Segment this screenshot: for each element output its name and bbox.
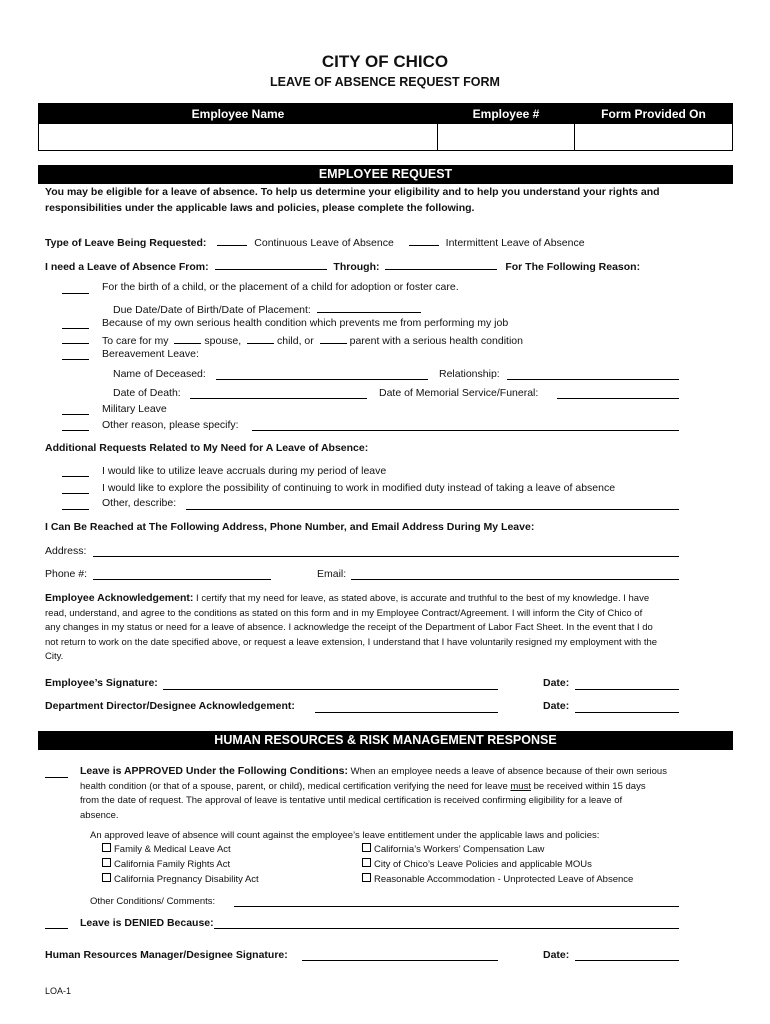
phone-label: Phone #: <box>45 568 88 580</box>
modified-duty-label: I would like to explore the possibility of continuing to work in modified duty instead of taking a leave of absence <box>102 482 616 494</box>
ack-line-4: not return to work on the date specified above, or request a leave extension, I understand that I have voluntarily resigned my employment with the <box>45 636 658 648</box>
relationship-label: Relationship: <box>439 368 500 380</box>
director-date-field[interactable] <box>575 712 679 713</box>
other-reason-label: Other reason, please specify: <box>102 419 239 431</box>
accruals-label: I would like to utilize leave accruals during my period of leave <box>102 465 387 477</box>
through-date-field[interactable] <box>385 258 497 270</box>
employee-number-header: Employee # <box>438 104 575 124</box>
own-health-blank[interactable] <box>62 328 89 329</box>
address-label: Address: <box>45 545 87 557</box>
from-label: I need a Leave of Absence From: <box>45 261 209 273</box>
hr-date-label: Date: <box>543 949 570 961</box>
military-blank[interactable] <box>62 414 89 415</box>
bereavement-label: Bereavement Leave: <box>102 348 199 360</box>
birth-blank[interactable] <box>62 293 89 294</box>
military-label: Military Leave <box>102 403 167 415</box>
employee-date-field[interactable] <box>575 689 679 690</box>
checkbox-icon[interactable] <box>362 858 371 867</box>
checkbox-icon[interactable] <box>102 858 111 867</box>
spouse-blank[interactable] <box>174 332 201 344</box>
approved-label: Leave is APPROVED Under the Following Conditions: <box>80 765 348 777</box>
bereavement-blank[interactable] <box>62 359 89 360</box>
other-reason-field[interactable] <box>252 430 679 431</box>
approved-line-2: health condition (or that of a spouse, parent, or child), medical certification verifying the need for leave <box>80 780 508 792</box>
counts-against-text: An approved leave of absence will count against the employee’s leave entitlement under the applicable laws and policies: <box>90 830 600 841</box>
from-date-field[interactable] <box>215 258 327 270</box>
other-describe-blank[interactable] <box>62 509 89 510</box>
approved-blank[interactable] <box>45 777 68 778</box>
deceased-field[interactable] <box>216 379 428 380</box>
ack-line-5: City. <box>45 651 64 662</box>
employee-request-bar: EMPLOYEE REQUEST <box>38 165 733 184</box>
spouse-label: spouse, <box>204 335 242 347</box>
approved-line-1: When an employee needs a leave of absence because of their own serious <box>347 766 667 777</box>
care-for-row <box>102 332 523 348</box>
continuous-blank[interactable] <box>217 234 247 246</box>
law-reasonable-accommodation[interactable]: Reasonable Accommodation - Unprotected Leave of Absence <box>362 873 633 886</box>
denied-field[interactable] <box>214 928 679 929</box>
additional-requests-label: Additional Requests Related to My Need for A Leave of Absence: <box>45 442 369 454</box>
other-conditions-field[interactable] <box>234 906 679 907</box>
parent-blank[interactable] <box>320 332 347 344</box>
child-blank[interactable] <box>247 332 274 344</box>
phone-field[interactable] <box>93 579 271 580</box>
employee-number-field[interactable] <box>438 124 575 151</box>
hr-response-bar: HUMAN RESOURCES & RISK MANAGEMENT RESPONSE <box>38 731 733 750</box>
acknowledgement-paragraph <box>45 591 745 665</box>
care-for-blank[interactable] <box>62 343 89 344</box>
intermittent-blank[interactable] <box>409 234 439 246</box>
leave-dates-row <box>45 258 640 274</box>
director-signature-label: Department Director/Designee Acknowledgement: <box>45 700 295 712</box>
hr-signature-field[interactable] <box>302 960 498 961</box>
continuous-option: Continuous Leave of Absence <box>254 237 394 249</box>
approved-line-4: absence. <box>80 809 119 821</box>
ack-line-1: I certify that my need for leave, as stated above, is accurate and truthful to the best of my knowledge. I have <box>193 593 650 604</box>
email-field[interactable] <box>351 579 679 580</box>
leave-type-row <box>45 234 585 250</box>
memorial-label: Date of Memorial Service/Funeral: <box>379 387 539 399</box>
parent-label: parent with a serious health condition <box>349 335 523 347</box>
hr-signature-label: Human Resources Manager/Designee Signature: <box>45 949 288 961</box>
employee-signature-field[interactable] <box>163 689 498 690</box>
ack-line-3: any changes in my status or need for a leave of absence. I acknowledge the receipt of the Department of Labor Fact Sheet. In the event that I do <box>45 622 653 633</box>
intro-line-2: responsibilities under the applicable laws and policies, please complete the following. <box>45 202 475 214</box>
child-label: child, or <box>277 335 314 347</box>
law-pdl[interactable]: California Pregnancy Disability Act <box>102 873 259 886</box>
due-date-row <box>113 301 421 317</box>
reason-birth: For the birth of a child, or the placement of a child for adoption or foster care. <box>102 281 459 293</box>
reach-label: I Can Be Reached at The Following Address, Phone Number, and Email Address During My Leave: <box>45 521 535 533</box>
reason-label: For The Following Reason: <box>505 261 641 273</box>
relationship-field[interactable] <box>507 379 679 380</box>
date-death-label: Date of Death: <box>113 387 181 399</box>
employee-signature-label: Employee’s Signature: <box>45 677 158 689</box>
other-describe-label: Other, describe: <box>102 497 177 509</box>
modified-duty-blank[interactable] <box>62 493 89 494</box>
intro-line-1: You may be eligible for a leave of absence. To help us determine your eligibility and to help you understand your rights and <box>45 186 660 198</box>
law-city-policies[interactable]: City of Chico’s Leave Policies and applicable MOUs <box>362 858 592 871</box>
date-death-field[interactable] <box>190 398 367 399</box>
approved-paragraph <box>80 764 740 823</box>
employee-date-label: Date: <box>543 677 570 689</box>
reason-own-health: Because of my own serious health condition which prevents me from performing my job <box>102 317 509 329</box>
address-field[interactable] <box>93 556 679 557</box>
care-for-label: To care for my <box>102 335 169 347</box>
checkbox-icon[interactable] <box>362 873 371 882</box>
ack-label: Employee Acknowledgement: <box>45 592 194 604</box>
law-fmla[interactable]: Family & Medical Leave Act <box>102 843 231 856</box>
law-workers-comp[interactable]: California’s Workers’ Compensation Law <box>362 843 544 856</box>
intermittent-option: Intermittent Leave of Absence <box>445 237 585 249</box>
due-date-field[interactable] <box>317 301 421 313</box>
form-subtitle: LEAVE OF ABSENCE REQUEST FORM <box>270 75 500 89</box>
through-label: Through: <box>333 261 380 273</box>
checkbox-icon[interactable] <box>362 843 371 852</box>
denied-blank[interactable] <box>45 928 68 929</box>
law-cfra[interactable]: California Family Rights Act <box>102 858 230 871</box>
other-conditions-label: Other Conditions/ Comments: <box>90 896 216 907</box>
ack-line-2: read, understand, and agree to the conditions as stated on this form and in my Employee Contract/Agreement. I will inform the City of Chico of <box>45 607 643 619</box>
form-provided-field[interactable] <box>575 124 733 151</box>
employee-name-header: Employee Name <box>39 104 438 124</box>
hr-date-field[interactable] <box>575 960 679 961</box>
email-label: Email: <box>317 568 347 580</box>
other-reason-blank[interactable] <box>62 430 89 431</box>
form-provided-header: Form Provided On <box>575 104 733 124</box>
must-text: must <box>510 780 531 792</box>
denied-label: Leave is DENIED Because: <box>80 917 214 929</box>
deceased-label: Name of Deceased: <box>113 368 206 380</box>
accruals-blank[interactable] <box>62 476 89 477</box>
form-title: CITY OF CHICO <box>321 52 449 71</box>
leave-type-label: Type of Leave Being Requested: <box>45 237 207 249</box>
employee-name-field[interactable] <box>39 124 438 151</box>
checkbox-icon[interactable] <box>102 873 111 882</box>
checkbox-icon[interactable] <box>102 843 111 852</box>
director-signature-field[interactable] <box>315 712 498 713</box>
form-code: LOA-1 <box>45 986 72 996</box>
memorial-field[interactable] <box>557 398 679 399</box>
other-describe-field[interactable] <box>186 509 679 510</box>
approved-line-3: from the date of request. The approval of leave is tentative until medical certification is received confirming eligibility for a leave of <box>80 795 623 806</box>
director-date-label: Date: <box>543 700 570 712</box>
employee-info-table <box>38 103 733 151</box>
due-date-label: Due Date/Date of Birth/Date of Placement: <box>113 304 311 316</box>
approved-line-2b: be received within 15 days <box>530 780 646 792</box>
